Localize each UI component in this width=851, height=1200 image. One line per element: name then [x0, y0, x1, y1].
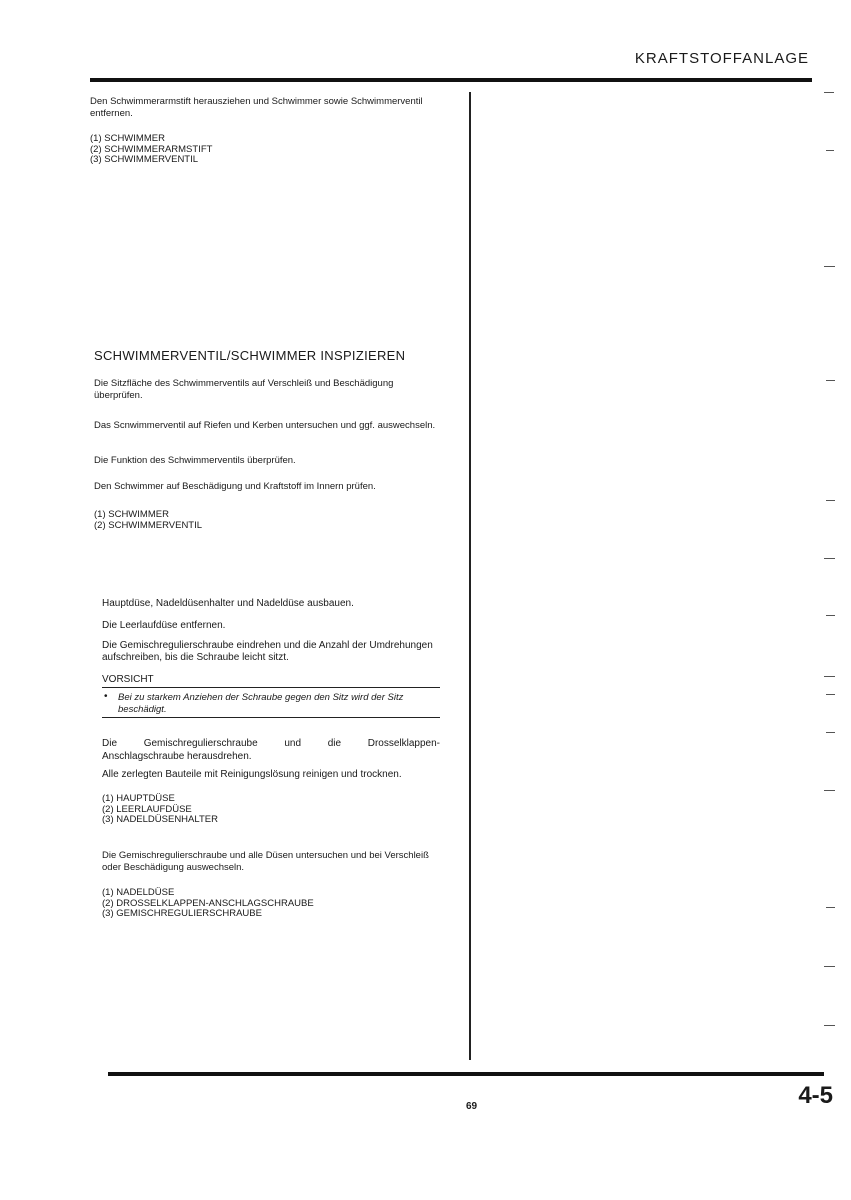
paragraph: Die Funktion des Schwimmerventils überprüfen. [94, 455, 296, 466]
caution-title: VORSICHT [102, 674, 154, 685]
scan-edge-mark [824, 676, 835, 677]
list-item: (1) SCHWIMMER [94, 509, 169, 520]
list-item: (3) NADELDÜSENHALTER [102, 814, 218, 825]
caution-top-rule [102, 687, 440, 688]
paragraph: Die Gemischregulierschraube und alle Düsen untersuchen und bei Verschleiß oder Beschädigung auswechseln. [102, 850, 429, 873]
running-header: KRAFTSTOFFANLAGE [634, 50, 809, 67]
paragraph: Die Gemischregulierschraube eindrehen und die Anzahl der Umdrehungen aufschreiben, bis die Schraube leicht sitzt. [102, 640, 433, 663]
scan-edge-mark [824, 92, 834, 93]
parts-list [102, 888, 314, 920]
caution-text: Bei zu starkem Anziehen der Schraube gegen den Sitz wird der Sitz beschädigt. [118, 692, 404, 715]
list-item: (3) GEMISCHREGULIERSCHRAUBE [102, 908, 262, 919]
paragraph: Die Sitzfläche des Schwimmerventils auf Verschleiß und Beschädigung überprüfen. [94, 378, 394, 401]
caution-bullet: • [104, 691, 108, 702]
scan-edge-mark [824, 966, 835, 967]
scan-edge-mark [826, 615, 835, 616]
column-divider [469, 92, 471, 1060]
scan-edge-mark [826, 732, 835, 733]
paragraph: Die Leerlaufdüse entfernen. [102, 620, 226, 631]
paragraph-line: Die Gemischregulierschraube und die Drosselklappen- [102, 738, 440, 749]
scan-edge-mark [824, 1025, 835, 1026]
header-rule [90, 78, 812, 82]
parts-list [90, 134, 212, 166]
scan-edge-mark [826, 500, 835, 501]
parts-list [94, 510, 202, 531]
scan-edge-mark [826, 907, 835, 908]
scan-edge-mark [824, 790, 835, 791]
list-item: (1) SCHWIMMER [90, 133, 165, 144]
paragraph: Das Scnwimmerventil auf Riefen und Kerben untersuchen und ggf. auswechseln. [94, 420, 436, 431]
list-item: (1) NADELDÜSE [102, 887, 175, 898]
list-item: (2) SCHWIMMERARMSTIFT [90, 143, 213, 155]
page-number: 69 [466, 1101, 478, 1112]
paragraph-line: Anschlagschraube herausdrehen. [102, 751, 252, 762]
section-number: 4-5 [798, 1082, 833, 1109]
paragraph: Alle zerlegten Bauteile mit Reinigungslösung reinigen und trocknen. [102, 769, 402, 780]
list-item: (3) SCHWIMMERVENTIL [90, 154, 199, 165]
paragraph: Den Schwimmerarmstift herausziehen und Schwimmer sowie Schwimmerventil entfernen. [90, 96, 423, 119]
caution-bottom-rule [102, 717, 440, 718]
list-item: (2) DROSSELKLAPPEN-ANSCHLAGSCHRAUBE [102, 897, 314, 909]
list-item: (2) LEERLAUFDÜSE [102, 803, 192, 815]
section-heading: SCHWIMMERVENTIL/SCHWIMMER INSPIZIEREN [94, 348, 406, 363]
scan-edge-mark [824, 266, 835, 267]
footer-rule [108, 1072, 824, 1076]
paragraph: Den Schwimmer auf Beschädigung und Kraftstoff im Innern prüfen. [94, 481, 376, 492]
scan-edge-mark [826, 380, 835, 381]
list-item: (2) SCHWIMMERVENTIL [94, 519, 203, 531]
parts-list [102, 794, 218, 826]
scan-edge-mark [826, 150, 834, 151]
scan-edge-mark [826, 694, 835, 695]
paragraph: Hauptdüse, Nadeldüsenhalter und Nadeldüse ausbauen. [102, 598, 354, 609]
list-item: (1) HAUPTDÜSE [102, 793, 175, 804]
scan-edge-mark [824, 558, 835, 559]
